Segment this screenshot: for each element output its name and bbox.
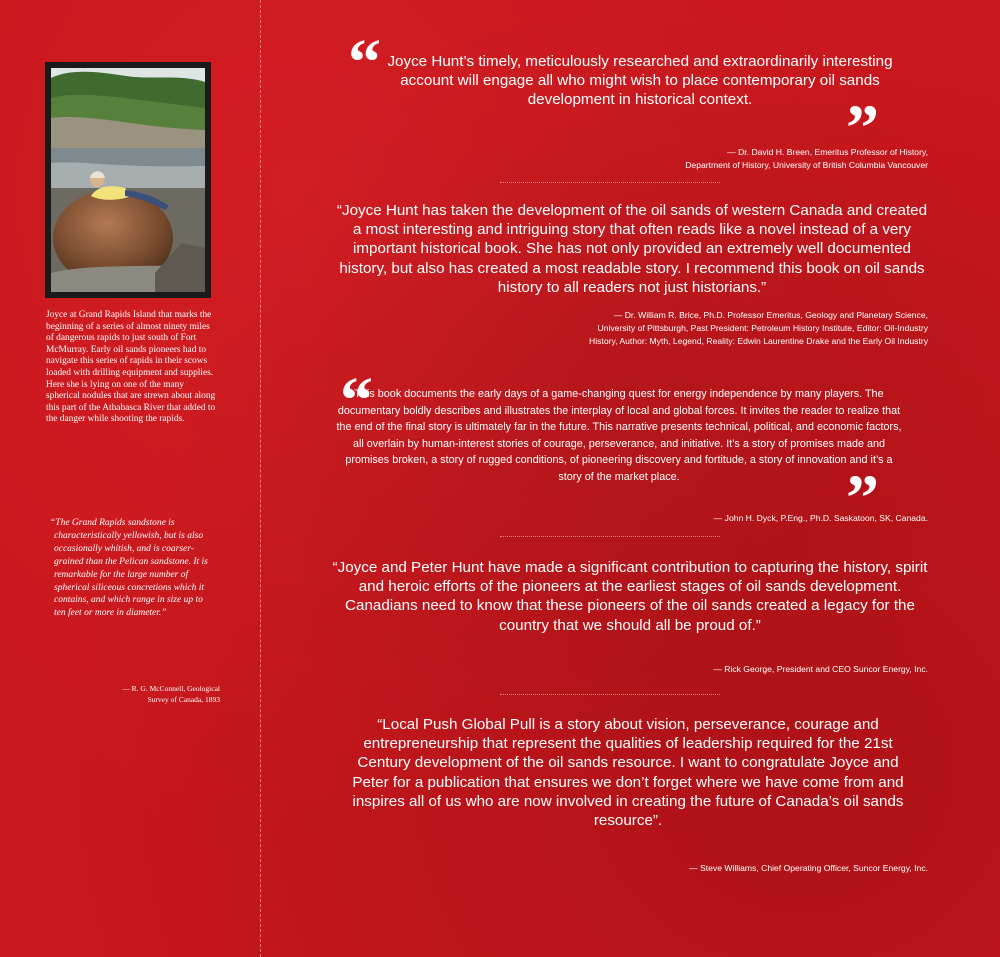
- fold-line: [260, 0, 261, 957]
- testimonial-attribution: [448, 862, 928, 875]
- attribution-line: — John H. Dyck, P.Eng., Ph.D. Saskatoon, SK, Canada.: [713, 513, 928, 523]
- attribution-line: — Rick George, President and CEO Suncor Energy, Inc.: [713, 664, 928, 674]
- testimonial-attribution: [368, 309, 928, 348]
- attribution-line: University of Pittsburgh, Past President: Petroleum History Institute, Editor: Oil-Industry: [597, 323, 928, 333]
- sidebar-quote: “The Grand Rapids sandstone is characteristically yellowish, but is also occasionally whitish, and is coarser-grained than the Pelican sandstone. It is remarkable for the large number of spherical siliceous concretions which it contains, and which range in size up to ten feet or more in diameter.”: [50, 518, 208, 619]
- photo-caption: Joyce at Grand Rapids Island that marks the beginning of a series of almost ninety miles of dangerous rapids to just south of Fort McMurray. Early oil sands pioneers had to navigate this series of rapids in their scows loaded with drilling equipment and supplies. Here she is lying on one of the many spherical nodules that are strewn about along this part of the Athabasca River that added to the danger while shooting the rapids.: [46, 310, 216, 425]
- testimonial-attribution: [448, 512, 928, 525]
- close-quote-mark: ”: [846, 92, 879, 165]
- divider: [500, 536, 720, 537]
- river-rock-photo: [51, 68, 205, 292]
- testimonial-attribution: [448, 663, 928, 676]
- photo-frame: [45, 62, 211, 298]
- testimonial-text: “Joyce Hunt has taken the development of the oil sands of western Canada and created a most interesting and intriguing story that often reads like a novel instead of a very important historical book. She has not only provided an extremely well documented history, but also has created a most readable story. I recommend this book on oil sands history to all readers not just historians.”: [336, 202, 928, 296]
- testimonial-text: This book documents the early days of a game-changing quest for energy independence by many players. The documentary boldly describes and illustrates the interplay of local and global forces. It invites the reader to realize that the end of the final story is ultimately far in the future. This narrative presents technical, political, and economic factors, all overlain by human-interest stories of courage, perseverance, and initiative. It’s a story of promises made and promises broken, a story of rugged conditions, of pioneering discovery and fortitude, a story of innovation and it’s a story of the market place.: [336, 388, 902, 483]
- testimonial-text: “Local Push Global Pull is a story about vision, perseverance, courage and entrepreneurship that represent the qualities of leadership required for the 21st Century development of the oil sands resource. I want to congratulate Joyce and Peter for a publication that ensures we don’t forget where we have come from and inspires all of us who are now involved in creating the future of Canada’s oil sands resource”.: [352, 716, 904, 830]
- open-quote-mark: “: [340, 364, 373, 437]
- testimonial-text: Joyce Hunt’s timely, meticulously researched and extraordinarily interesting account will engage all who might wish to place contemporary oil sands development in historical context.: [387, 53, 893, 109]
- divider: [500, 182, 720, 183]
- testimonial-text: “Joyce and Peter Hunt have made a significant contribution to capturing the history, spirit and heroic efforts of the pioneers at the earliest stages of oil sands development. Canadians need to know that these pioneers of the oil sands created a legacy for the country that we should all be proud of.”: [332, 559, 928, 634]
- close-quote-mark: ”: [846, 462, 879, 535]
- open-quote-mark: “: [348, 26, 381, 99]
- attribution-line: — Dr. William R. Brice, Ph.D. Professor Emeritus, Geology and Planetary Science,: [613, 310, 928, 320]
- attribution-line: — Steve Williams, Chief Operating Officer, Suncor Energy, Inc.: [689, 863, 928, 873]
- sidebar-quote-attribution: [46, 683, 220, 705]
- sidebar-quote-attribution-line: — R. G. McConnell, Geological: [122, 684, 220, 693]
- divider: [500, 694, 720, 695]
- attribution-line: Department of History, University of British Columbia Vancouver: [685, 160, 928, 170]
- attribution-line: History, Author: Myth, Legend, Reality: Edwin Laurentine Drake and the Early Oil Industry: [589, 336, 928, 346]
- sidebar-quote-attribution-line: Survey of Canada, 1893: [147, 695, 220, 704]
- attribution-line: — Dr. David H. Breen, Emeritus Professor of History,: [727, 147, 928, 157]
- testimonial-attribution: [448, 146, 928, 172]
